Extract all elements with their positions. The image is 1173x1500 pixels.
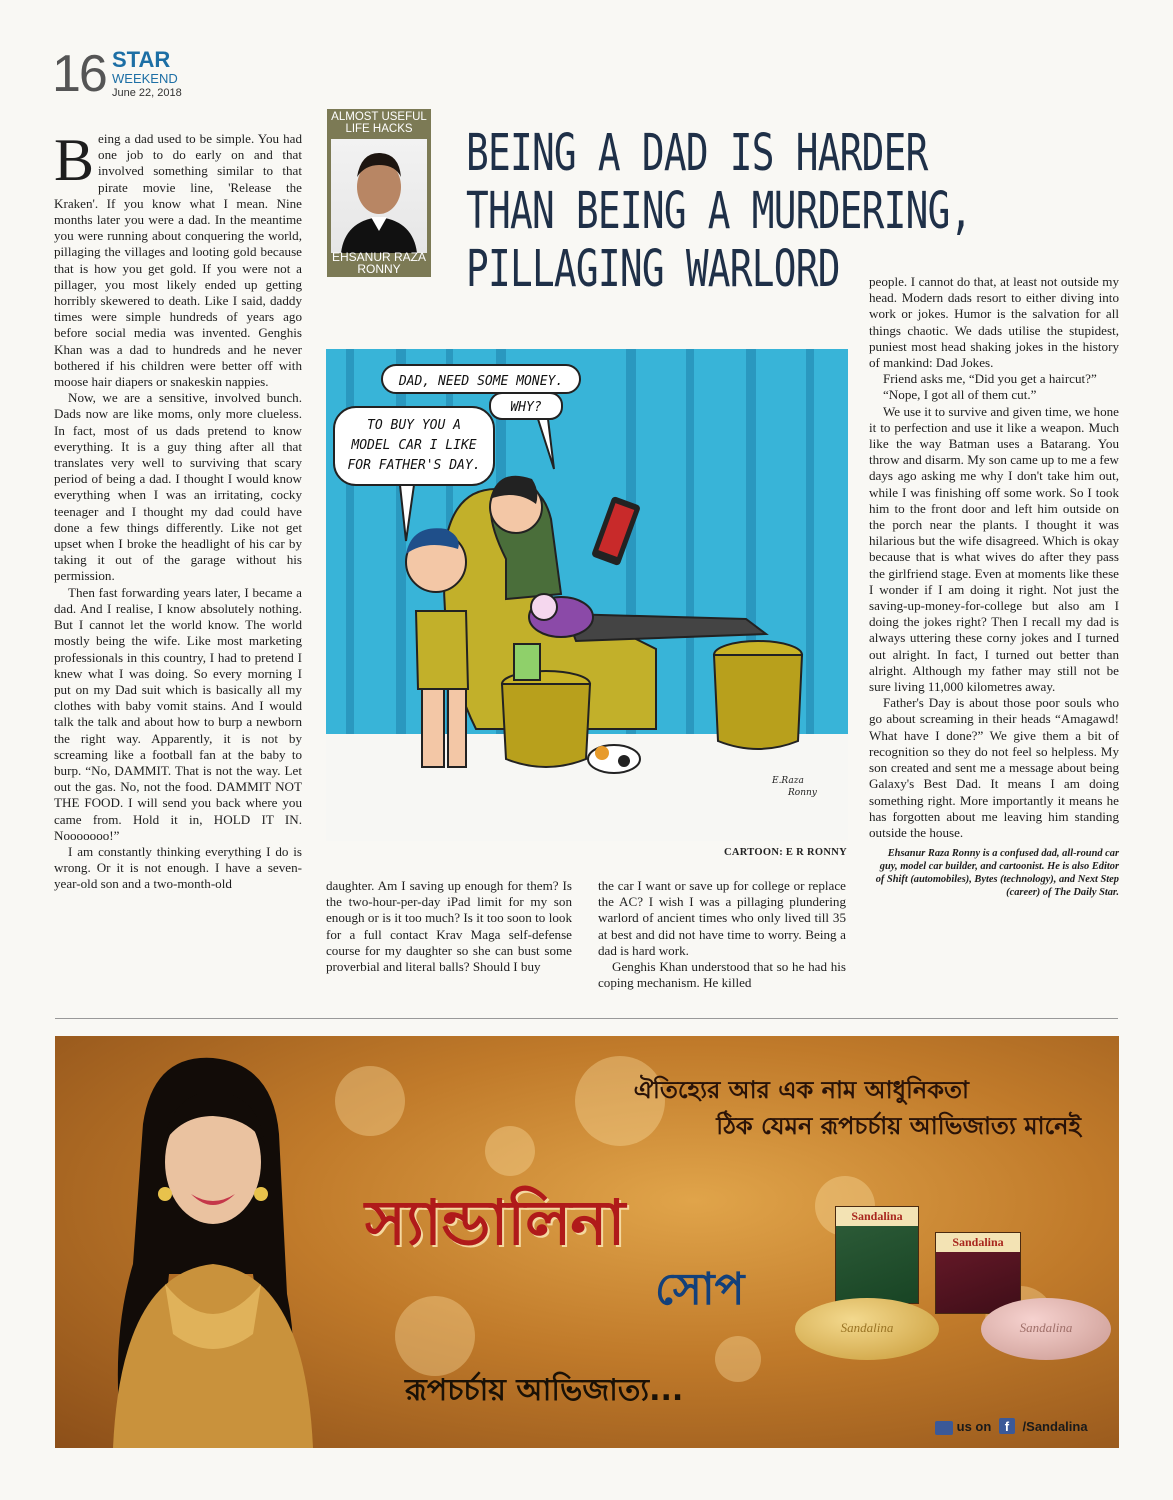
article-column-2 [326, 878, 572, 975]
facebook-icon: f [999, 1418, 1015, 1434]
product-pack: Sandalina [835, 1206, 919, 1304]
headline-line: THAN BEING A MURDERING, [466, 182, 972, 241]
article-paragraph: daughter. Am I saving up enough for them? Is the two-hour-per-day iPad limit for my son enough or is it too much? Is it too soon to look for a full contact Krav Maga self-defense course for my daughter so she can bust some proverbial and literal balls? Should I buy [326, 878, 572, 975]
like-icon [935, 1421, 953, 1435]
social-handle: /Sandalina [1022, 1419, 1088, 1434]
page-number: 16 [52, 45, 106, 103]
ad-tagline: ঠিক যেমন রূপচর্চায় আভিজাত্য মানেই [716, 1112, 1081, 1140]
bubble-text: FOR FATHER'S DAY. [347, 458, 481, 473]
article-column-1 [54, 127, 302, 893]
article-paragraph: the car I want or save up for college or replace the AC? I wish I was a pillaging plundering warlord of ancient times who only lived till 35 at best and did not have time to worry. Being a dad is hard work. [598, 878, 846, 958]
dropcap: B [54, 127, 95, 193]
cartoonist-signature: E.Raza [772, 776, 804, 786]
section-divider [55, 1018, 1118, 1019]
ad-brand-name: স্যান্ডালিনা [365, 1186, 625, 1259]
brand-star: STAR [112, 47, 171, 72]
article-paragraph: Being a dad used to be simple. You had one job to do early on and that involved something similar to that pirate movie line, 'Release the Kraken'. If you know what I mean. Nine months later you were a dad. In the meantime you were running about conquering the world, pillaging the villages and looting gold because that is how you get gold. If you were not a pillager, you most likely ended up getting horribly skewered to death. Like I said, daddy times were simple hundreds of years ago before social media was invented. Genghis Khan was a dad to hundreds and he never bothered if his children were better off with moose hair diapers or snakeskin nappies. [54, 127, 302, 390]
article-paragraph: Now, we are a sensitive, involved bunch. Dads now are like moms, only more clueless. In fact, most of us dads pretend to know everything. It is a guy thing after all that translates very well to surviving that scary period of being a dad. I thought I would know everything when I was an irritating, cocky teenager and I thought my dad could have done a few things differently. Like not get upset when I broke the headlight of his car by taking it out of the garage without his permission. [54, 390, 302, 584]
ad-bottom-tagline: রূপচর্চায় আভিজাত্য... [405, 1373, 684, 1408]
article-paragraph: Father's Day is about those poor souls who go about screaming in their heads “Amagawd! What have I done?” We give them a bit of recognition so they do not feel so helpless. My son created and sent me a message about being Galaxy's Best Dad. It means I am doing something right. More importantly it means he has forgotten about me leaving him standing outside the house. [869, 695, 1119, 840]
column-byline-box [327, 109, 431, 277]
article-paragraph: We use it to survive and given time, we hone it to perfection and use it like a weapon. Much like the way Batman uses a Batarang. You throw and disarm. My son came up to me a few days ago asking me why I don't take him out, while I was finishing off some work. So I took him to the front door and left him outside on the porch near the plants. I thought it was hilarious but the wife disagreed. Which is okay because that is what wives do after they pass the girlfriend stage. Even at moments like these I wonder if I am doing it right. Not just the saving-up-money-for-college but also am I doing the jokes right? Then I recall my dad is always uttering these corny jokes and I turned out alright. In fact, I turned out better than alright. Although my father may still not be sure living 11,000 kilometres away. [869, 403, 1119, 695]
cartoon-illustration [326, 349, 848, 841]
bubble-text: WHY? [510, 400, 542, 415]
soap-bar: Sandalina [795, 1298, 939, 1360]
author-photo [331, 139, 427, 253]
bubble-text: DAD, NEED SOME MONEY. [398, 374, 564, 389]
speech-bubble [382, 365, 580, 393]
sandalina-advertisement [55, 1036, 1119, 1448]
ad-tagline: ঐতিহ্যের আর এক নাম আধুনিকতা [633, 1076, 969, 1104]
social-follow[interactable] [935, 1418, 1088, 1435]
article-paragraph: Genghis Khan understood that so he had his coping mechanism. He killed [598, 959, 846, 991]
article-paragraph: I am constantly thinking everything I do is wrong. Or it is not enough. I have a seven-year-old son and a two-month-old [54, 843, 302, 892]
product-pack: Sandalina [935, 1232, 1021, 1314]
soap-bar: Sandalina [981, 1298, 1111, 1360]
cartoonist-signature: Ronny [788, 788, 817, 798]
article-paragraph: people. I cannot do that, at least not outside my head. Modern dads resort to either diving into work or jokes. Humor is the salvation for all things chaotic. We dads utilise the stupidest, puniest most head shaking jokes in the history of mankind: Dad Jokes. [869, 274, 1119, 371]
headline-line: BEING A DAD IS HARDER [466, 124, 928, 183]
bubble-text: TO BUY YOU A [367, 418, 461, 433]
model-photo [73, 1044, 343, 1448]
cartoon-credit: CARTOON: E R RONNY [724, 847, 847, 858]
bubble-text: MODEL CAR I LIKE [351, 438, 477, 453]
article-column-4 [869, 274, 1119, 899]
article-column-3 [598, 878, 846, 991]
article-paragraph: Then fast forwarding years later, I became a dad. And I realise, I know absolutely nothing. But I cannot let the world know. The world mostly being the wife. Like most marketing professionals in this country, I had to pretend I knew what I was doing. So every morning I put on my Dad suit which is basically all my clothes with baby vomit stains. And I would talk the talk and about how to burp a newborn the right way. Apparently, it is not by screaming like a football fan at the baby to burp. “No, DAMMIT. That is not the way. Let out the gas. No, not the food. DAMMIT NOT THE FOOD. I will send you back where you came from. Hold it in, HOLD IT IN. Nooooooo!” [54, 584, 302, 843]
social-prefix: us on [956, 1419, 992, 1434]
ad-product-name: সোপ [655, 1264, 745, 1315]
headline [466, 125, 984, 299]
issue-date: June 22, 2018 [112, 87, 182, 99]
author-bio: Ehsanur Raza Ronny is a confused dad, all-round car guy, model car builder, and cartoonist. He is also Editor of Shift (automobiles), Bytes (technology), and Next Step (career) of The Daily Star. [875, 848, 1119, 899]
author-name: EHSANUR RAZA RONNY [331, 250, 426, 276]
column-kicker: ALMOST USEFUL LIFE HACKS [331, 111, 427, 135]
article-paragraph: “Nope, I got all of them cut.” [883, 387, 1037, 403]
headline-line: PILLAGING WARLORD [466, 240, 840, 299]
article-paragraph: Friend asks me, “Did you get a haircut?” [883, 371, 1097, 387]
brand-weekend: WEEKEND [112, 71, 178, 86]
